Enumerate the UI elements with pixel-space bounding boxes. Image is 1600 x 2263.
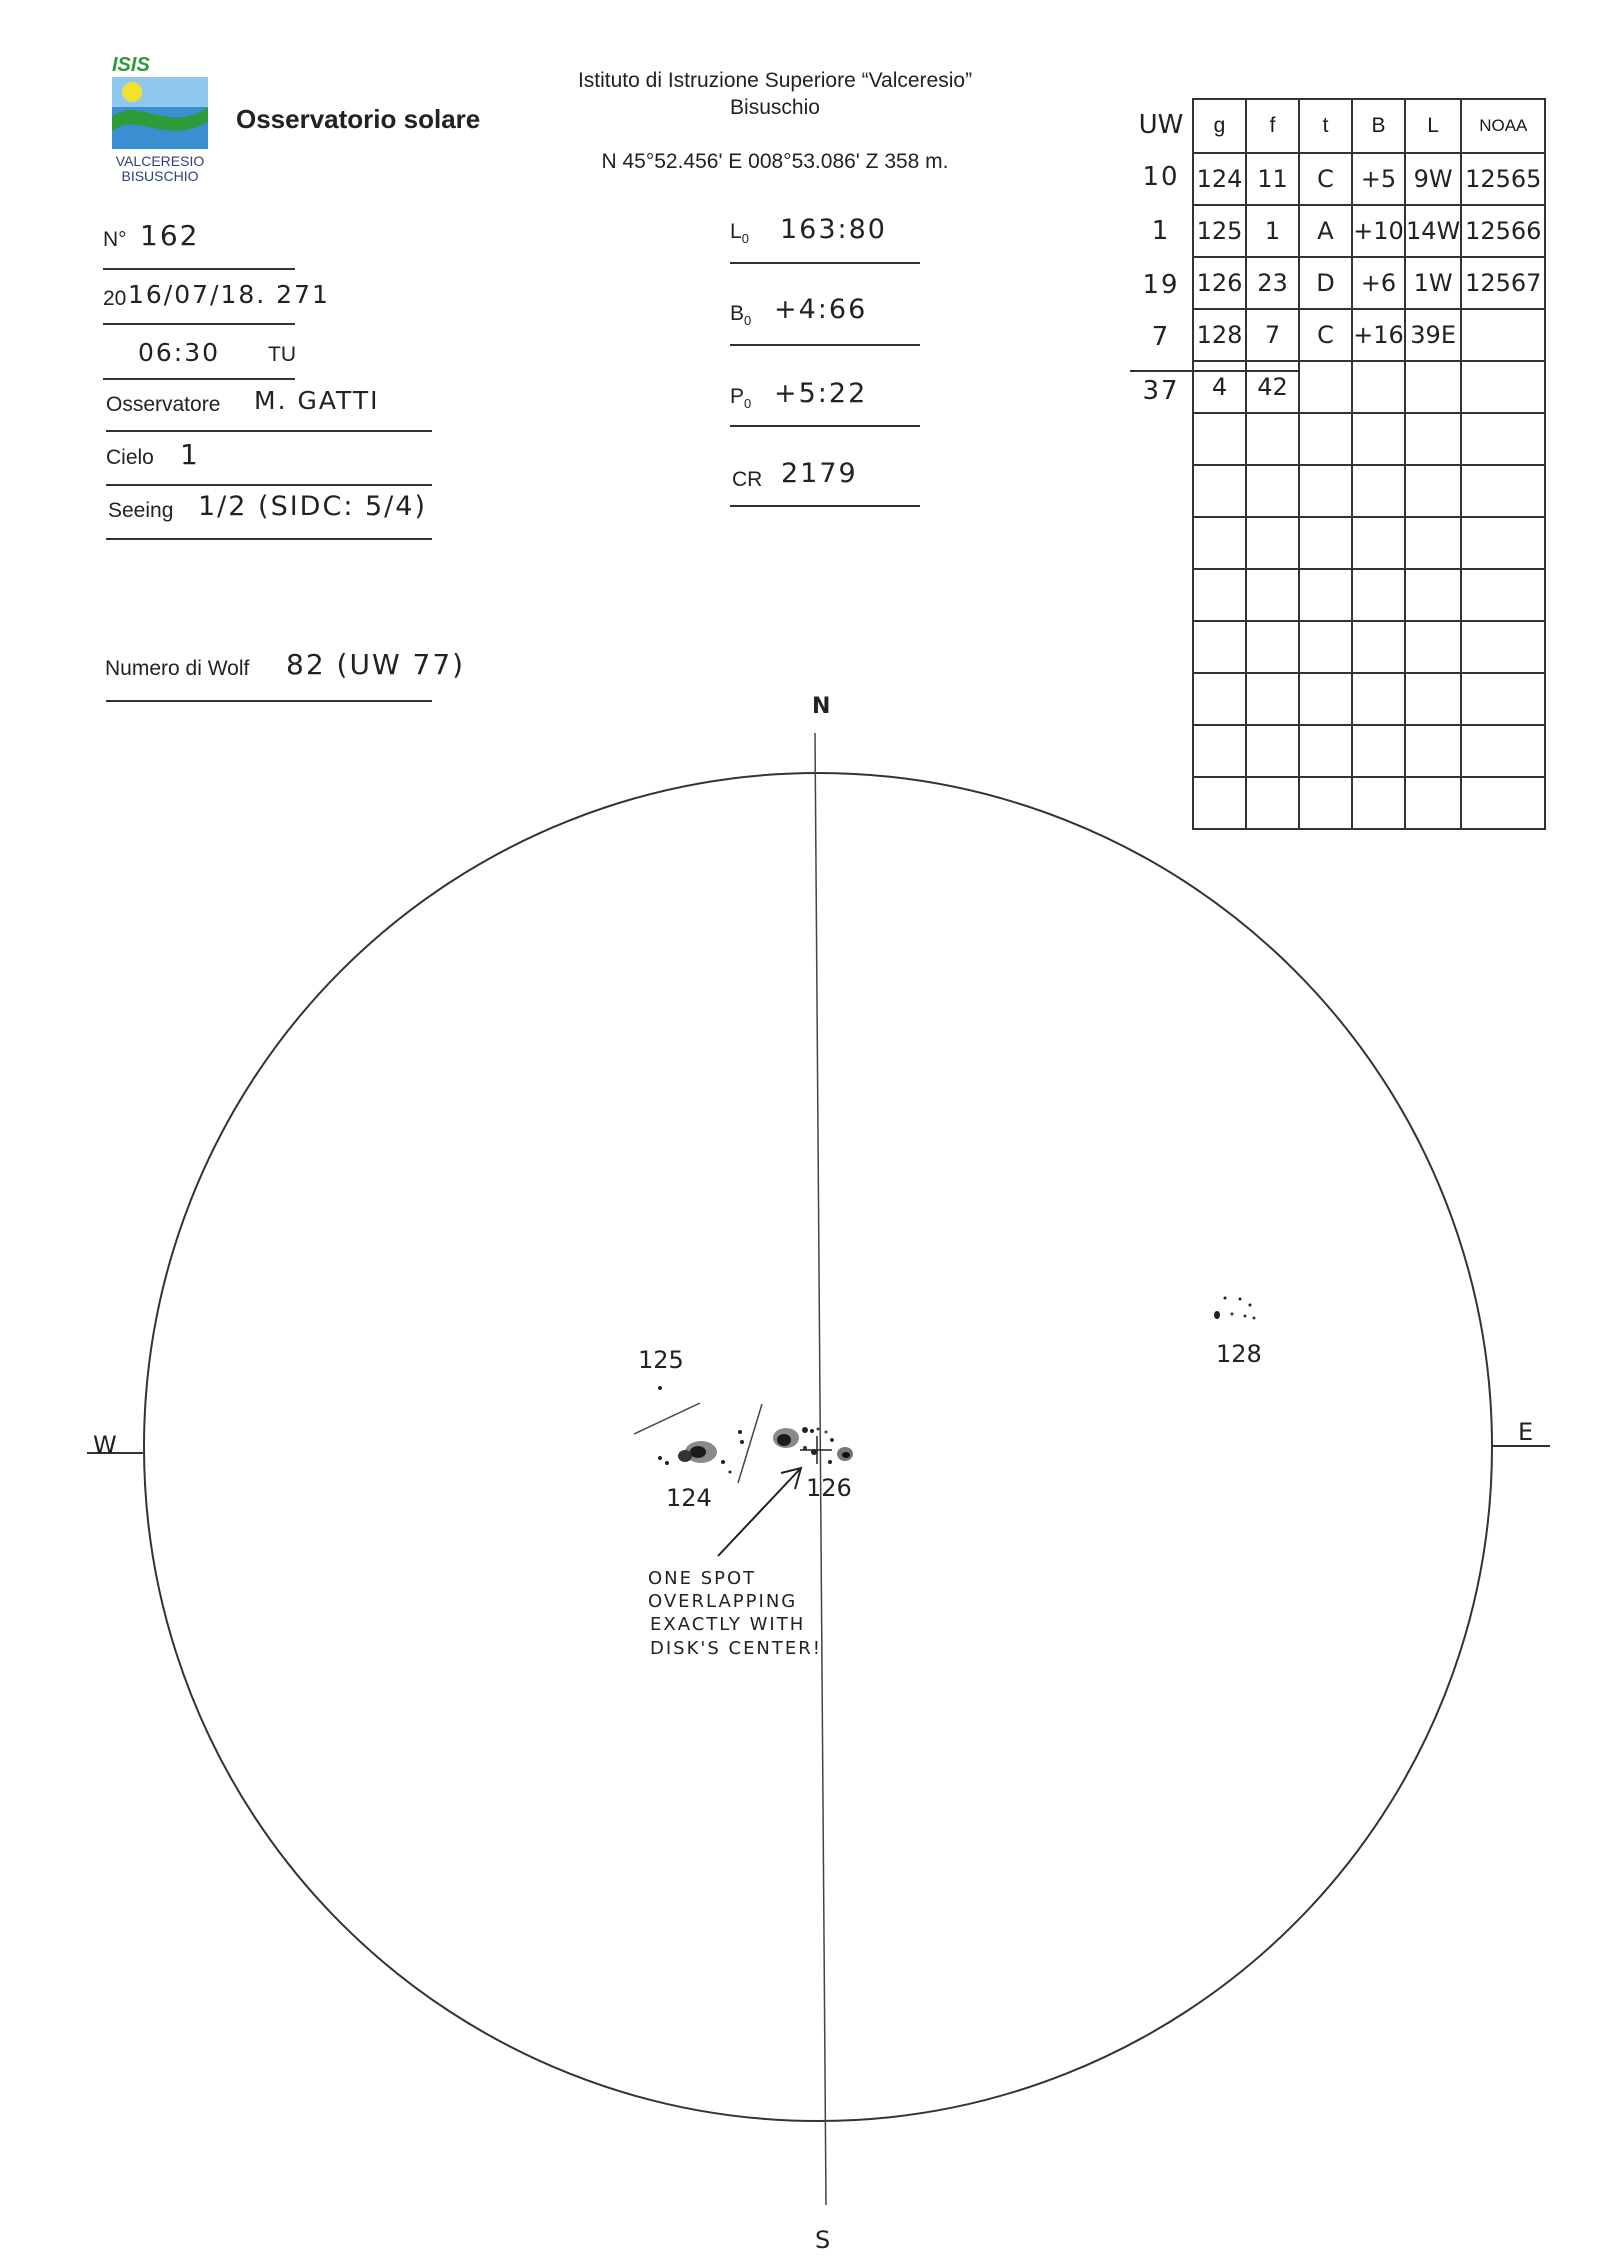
observer-value: M. GATTI <box>254 386 380 415</box>
north-south-axis <box>815 733 826 2205</box>
cell-g: 126 <box>1193 257 1246 309</box>
group-125-spot <box>658 1386 662 1390</box>
header-noaa: NOAA <box>1461 99 1545 153</box>
cell-t: C <box>1299 309 1352 361</box>
cell-l: 14W <box>1405 205 1461 257</box>
header-b: B <box>1352 99 1405 153</box>
group-125-separator <box>634 1403 700 1434</box>
north-label: N <box>812 694 831 719</box>
header-f: f <box>1246 99 1299 153</box>
cell-noaa: 12566 <box>1461 205 1545 257</box>
cell-noaa: 12565 <box>1461 153 1545 205</box>
group-126-label: 126 <box>806 1474 852 1502</box>
cell-f: 23 <box>1246 257 1299 309</box>
observer-label: Osservatore <box>106 393 221 416</box>
cell-b: +5 <box>1352 153 1405 205</box>
cell-noaa: 12567 <box>1461 257 1545 309</box>
uw-row-1: 10 <box>1142 162 1180 192</box>
b0-label: $B_0$ <box>730 302 752 329</box>
east-label: E <box>1518 1418 1534 1446</box>
group-124-label: 124 <box>666 1484 712 1512</box>
group-124-spots <box>658 1441 732 1474</box>
b0-value: +4:66 <box>774 294 868 325</box>
center-pointer-arrow <box>718 1469 800 1556</box>
uw-row-2: 1 <box>1151 216 1171 246</box>
uw-row-3: 19 <box>1142 270 1180 300</box>
cell-f: 11 <box>1246 153 1299 205</box>
logo-brand-text: ISIS <box>112 55 150 76</box>
seeing-value: 1/2 (SIDC: 5/4) <box>198 491 427 522</box>
note-line2: OVERLAPPING <box>648 1591 798 1612</box>
p0-value: +5:22 <box>774 378 868 409</box>
cell-b: +16 <box>1352 309 1405 361</box>
cr-label: CR <box>732 468 763 491</box>
south-label: S <box>815 2226 831 2254</box>
cell-l: 1W <box>1405 257 1461 309</box>
l0-value: 163:80 <box>780 214 887 245</box>
cell-g: 124 <box>1193 153 1246 205</box>
wolf-value: 82 (UW 77) <box>286 648 466 681</box>
cell-l: 39E <box>1405 309 1461 361</box>
header-t: t <box>1299 99 1352 153</box>
uw-total: 37 <box>1142 376 1180 406</box>
group-125-label: 125 <box>638 1346 684 1374</box>
cell-b: +10 <box>1352 205 1405 257</box>
cell-g: 125 <box>1193 205 1246 257</box>
sky-label: Cielo <box>106 446 154 469</box>
observatory-coordinates: N 45°52.456' E 008°53.086' Z 358 m. <box>601 150 949 173</box>
page-title: Osservatorio solare <box>236 104 481 134</box>
date-value: 16/07/18. 271 <box>128 280 330 309</box>
cell-g: 128 <box>1193 309 1246 361</box>
time-value: 06:30 <box>138 338 221 367</box>
cell-t: A <box>1299 205 1352 257</box>
cell-l: 9W <box>1405 153 1461 205</box>
group-126-spots <box>773 1427 853 1464</box>
cell-f: 7 <box>1246 309 1299 361</box>
number-value: 162 <box>140 219 200 252</box>
p0-label: $P_0$ <box>730 385 752 412</box>
uw-header: UW <box>1138 110 1184 140</box>
total-g: 4 <box>1193 361 1246 413</box>
institute-line1: Istituto di Istruzione Superiore “Valceresio” <box>577 69 973 92</box>
note-line1: ONE SPOT <box>648 1568 757 1589</box>
cell-t: D <box>1299 257 1352 309</box>
logo-caption-line1: VALCERESIO <box>115 153 205 169</box>
cell-t: C <box>1299 153 1352 205</box>
solar-disk-outline <box>144 773 1492 2121</box>
time-suffix: TU <box>268 343 296 366</box>
date-prefix: 20 <box>103 287 127 310</box>
west-label: W <box>93 1431 117 1459</box>
sky-value: 1 <box>180 438 200 471</box>
cell-b: +6 <box>1352 257 1405 309</box>
logo-caption-line2: BISUSCHIO <box>121 168 199 184</box>
header-l: L <box>1405 99 1461 153</box>
center-note <box>648 1568 822 1659</box>
note-line4: DISK'S CENTER! <box>650 1638 822 1659</box>
note-line3: EXACTLY WITH <box>650 1614 806 1635</box>
seeing-label: Seeing <box>108 499 174 522</box>
number-label: N° <box>103 228 127 251</box>
institute-line2: Bisuschio <box>730 96 820 119</box>
cr-value: 2179 <box>781 458 858 489</box>
group-128-label: 128 <box>1216 1340 1262 1368</box>
uw-row-4: 7 <box>1151 322 1171 352</box>
wolf-label: Numero di Wolf <box>105 657 250 680</box>
l0-label: $L_0$ <box>730 220 749 247</box>
total-f: 42 <box>1246 361 1299 413</box>
cell-f: 1 <box>1246 205 1299 257</box>
group-128-spots <box>1214 1297 1256 1320</box>
header-g: g <box>1193 99 1246 153</box>
